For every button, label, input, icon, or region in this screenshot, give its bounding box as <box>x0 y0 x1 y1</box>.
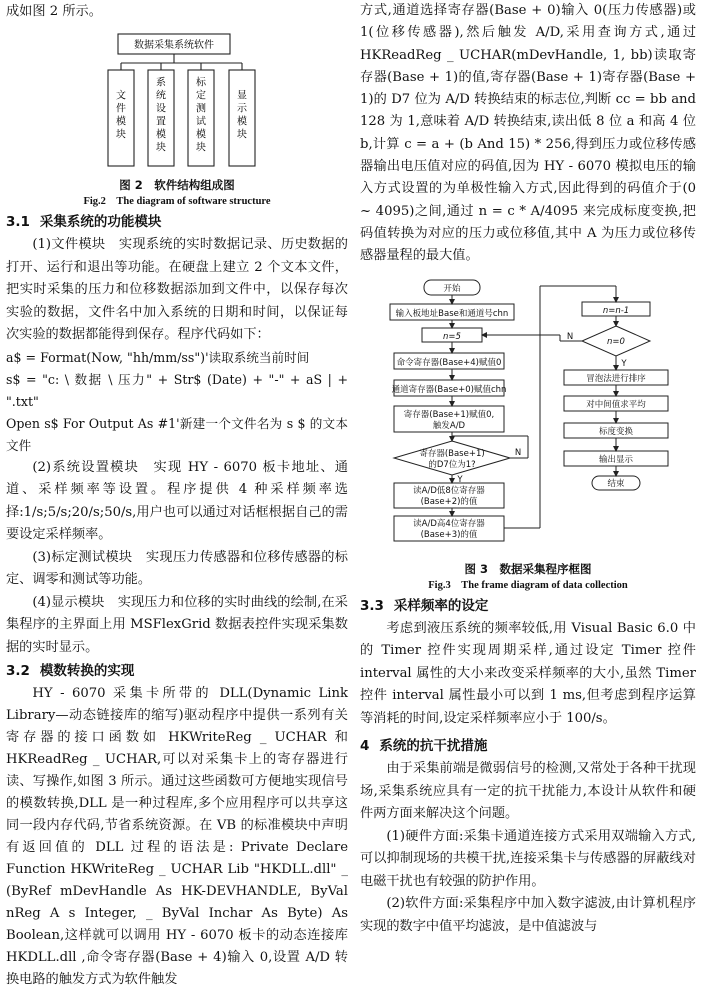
flow-scale-label: 标度变换 <box>598 426 634 437</box>
flow-chn-label: 通道寄存器(Base+0)赋值chn <box>391 384 507 395</box>
flow-start-label: 开始 <box>443 283 461 294</box>
flow-average-label: 对中间值求平均 <box>586 399 646 410</box>
flow-read-low-label-2: (Base+2)的值 <box>420 496 478 507</box>
section-title: 采集系统的功能模块 <box>39 214 162 230</box>
flow-read-high-label-2: (Base+3)的值 <box>420 529 478 540</box>
section-title: 模数转换的实现 <box>39 663 135 679</box>
section-title: 系统的抗干扰措施 <box>379 738 488 755</box>
flow-trigger-label-2: 触发A/D <box>432 420 466 431</box>
section-4-heading <box>360 734 696 758</box>
section-number: 3.1 <box>6 214 30 230</box>
flow-decision-label-1: 寄存器(Base+1) <box>419 448 485 459</box>
paragraph-ad-continued: 方式,通道选择寄存器(Base + 0)输入 0(压力传感器)或 1(位移传感器),然后触发 A/D,采用查询方式,通过 HKReadReg _ UCHAR(mDevHandle, 1, bb)读取寄存器(Base + 1)的值,寄存器(Base + 1)寄存器(Base + 1)的 D7 位为 A/D 转换结束的标志位,判断 cc = bb and 128 为 1,意味着 A/D 转换结束,读出低 8 位 a 和高 4 位 b,计算 c = a + (b And 15) * 256,得到压力或位移传感器输出电压值对应的码值,因为 HY - 6070 模拟电压的输入方式设置的为单极性输入方式,因此得到的码值介于(0 ~ 4095)之间,通过 n = c * A/4095 来完成标度变换,把码值转换为对应的压力或位移值,其中 A 为压力或位移传感器量程的最大值。 <box>360 3 696 264</box>
intro-text: 成如图 2 所示。 <box>6 4 102 19</box>
paragraph-display-module: (4)显示模块 实现压力和位移的实时曲线的绘制,在采集程序的主界面上用 MSFlexGrid 数据表控件实现采集数据的实时显示。 <box>6 594 348 655</box>
flow-n0-label: n=0 <box>607 336 625 347</box>
paragraph-hardware: (1)硬件方面:采集卡通道连接方式采用双端输入方式,可以抑制现场的共模干扰,连接采集卡与传感器的屏蔽线对电磁干扰也有较强的防护作用。 <box>360 828 696 889</box>
flow-n-minus-1-label: n=n-1 <box>602 305 630 316</box>
section-3-2-heading <box>6 659 348 683</box>
figure-3 <box>360 278 696 574</box>
flow-trigger-label-1: 寄存器(Base+1)赋值0, <box>403 409 495 420</box>
flow-decision-no: N <box>514 447 522 458</box>
flow-input-label: 输入板地址Base和通道号chn <box>395 308 509 319</box>
top-module-label: 数据采集系统软件 <box>134 40 214 51</box>
paragraph-ad-conversion: HY - 6070 采集卡所带的 DLL(Dynamic Link Library—动态链接库的缩写)驱动程序中提供一系列有关寄存器的接口函数如 HKWriteReg _ UCHAR 和 HKReadReg _ UCHAR,可以对采集卡上的寄存器进行读、写操作,如图 3 所示。通过这些函数可方便地实现信号的模数转换,DLL 是一种过程库,多个应用程序可以共享这同一段内存代码,节省系统资源。在 VB 的标准模块中声明有返回值的 DLL 过程的语法是: Private Declare Function HKWriteReg _ UCHAR Lib "HKDLL.dll" _ (ByRef mDevHandle As HK-DEVHANDLE, ByVal nReg A s Integer, _ ByVal Inchar As Byte) As Boolean,这样就可以调用 HY - 6070 板卡的动态连接库 HKDLL.dll ,命令寄存器(Base + 4)输入 0,设置 A/D 转换电路的触发方式为软件触发 <box>6 686 348 987</box>
figure-2 <box>6 30 348 176</box>
section-title: 采样频率的设定 <box>393 597 489 614</box>
flow-end-label: 结束 <box>607 478 625 489</box>
right-column <box>360 0 696 938</box>
flow-read-low-label-1: 读A/D低8位寄存器 <box>413 485 485 496</box>
software-structure-diagram <box>6 30 348 176</box>
flow-n0-no: N <box>566 331 574 342</box>
fig2-caption-en: Fig.2 The diagram of software structure <box>83 196 271 207</box>
section-number: 3.3 <box>360 597 384 614</box>
code-line-1: a$ = Format(Now, "hh/mm/ss")'读取系统当前时间 <box>6 349 310 365</box>
flow-n0-yes: Y <box>621 358 627 369</box>
paragraph-settings-module: (2)系统设置模块 实现 HY - 6070 板卡地址、通道、采样频率等设置。程序提供 4 种采样频率选择:1/s;5/s;20/s;50/s,用户也可以通过对话框根据自己的需要设定采样频率。 <box>6 459 348 542</box>
flow-output-label: 输出显示 <box>598 454 634 465</box>
fig3-caption-cn: 图 3 数据采集程序框图 <box>464 561 592 576</box>
fig2-caption-cn: 图 2 软件结构组成图 <box>119 178 235 192</box>
section-3-3-heading <box>360 594 696 618</box>
section-3-1-heading <box>6 210 348 234</box>
data-collection-flowchart <box>360 278 696 574</box>
fig3-caption-en: Fig.3 The frame diagram of data collection <box>428 579 628 591</box>
module-label-settings: 系统设置模块 <box>156 77 166 154</box>
code-line-3: Open s$ For Output As #1'新建一个文件名为 s $ 的文本文件 <box>6 415 348 453</box>
paragraph-software: (2)软件方面:采集程序中加入数字滤波,由计算机程序实现的数字中值平均滤波，是中值滤波与 <box>360 896 696 934</box>
flow-cmd-label: 命令寄存器(Base+4)赋值0 <box>396 357 502 368</box>
left-column <box>6 0 348 991</box>
flow-bubble-label: 冒泡法进行排序 <box>586 373 646 384</box>
section-number: 4 <box>360 738 370 755</box>
flow-n5-label: n=5 <box>443 331 461 342</box>
paragraph-sampling-frequency: 考虑到液压系统的频率较低,用 Visual Basic 6.0 中的 Timer 控件实现周期采样,通过设定 Timer 控件 interval 属性的大小来改变采样频率的大小,虽然 Timer 控件 interval 属性最小可以到 1 ms,但考虑到程序运算等消耗的时间,设定采样频率应小于 100/s。 <box>360 620 696 726</box>
code-line-2: s$ = "c: \ 数据 \ 压力" + Str$ (Date) + "-" + aS | + ".txt" <box>6 371 348 409</box>
module-label-calibration: 标定测试模块 <box>196 77 206 154</box>
module-label-file: 文件模块 <box>116 90 126 141</box>
flow-decision-label-2: 的D7位为1? <box>428 459 476 470</box>
flow-read-high-label-1: 读A/D高4位寄存器 <box>413 518 485 529</box>
module-labels <box>116 76 248 154</box>
section-number: 3.2 <box>6 663 30 679</box>
paragraph-calibration-module: (3)标定测试模块 实现压力传感器和位移传感器的标定、调零和测试等功能。 <box>6 549 348 587</box>
flow-decision-yes: Y <box>457 474 463 485</box>
paragraph-file-module: (1)文件模块 实现系统的实时数据记录、历史数据的打开、运行和退出等功能。在硬盘上建立 2 个文本文件，把实时采集的压力和位移数据添加到文件中，以保存每次实验的数据，文件名中加入系统的日期和时间，以保证每次实验的数据都能得到保存。程序代码如下： <box>6 237 348 342</box>
module-label-display: 显示模块 <box>237 90 247 141</box>
paragraph-anti-interference: 由于采集前端是微弱信号的检测,又常处于各种干扰现场,采集系统应具有一定的抗干扰能力,本设计从软件和硬件两方面来解决这个问题。 <box>360 761 696 822</box>
